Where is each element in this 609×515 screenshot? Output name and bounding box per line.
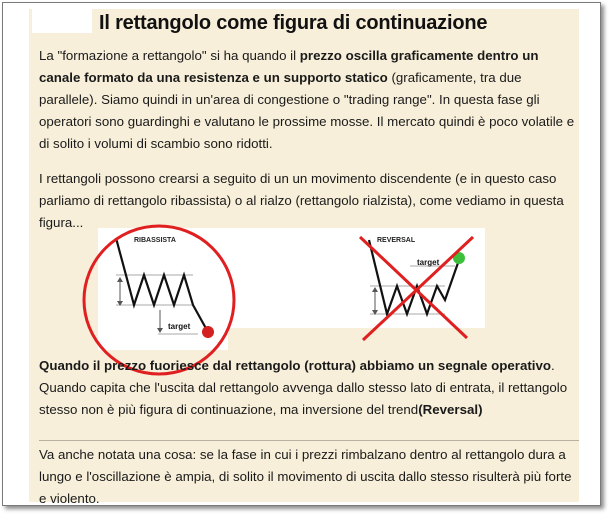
signal-period: . [551,358,555,373]
red-circle [84,226,234,374]
reversal-text: Quando capita che l'uscita dal rettangolo avvenga dallo stesso lato di entrata, il rettangolo stesso non è più figura di continuazione, ma inversione del trend [39,380,568,417]
intro-text-b: (graficamente, tra due parallele). Siamo quindi in un'area di congestione o "trading range". In questa fase gli operatori sono guardinghi e valutano le prossime mosse. Il mercato quindi è poco volatile e di solito i volumi di scambio sono ridotti. [39,70,575,151]
panel-corner [588,494,598,502]
figure-gap [228,228,355,328]
title-decoration [32,9,92,33]
intro-text-a: La "formazione a rettangolo" si ha quando il [39,48,300,63]
figure-reversal-label: REVERSAL [377,237,416,244]
target-label-right: target [417,258,440,267]
cross-line-1 [360,237,467,338]
intro-paragraph [39,45,579,155]
origin-paragraph: I rettangoli possono crearsi a seguito di un un movimento discendente (e in questo caso parliamo di rettangolo ribassista) o al rialzo (rettangolo rialzista), come vediamo in questa figura... [39,171,564,230]
section-divider [39,440,579,441]
figure-ribassista-label: RIBASSISTA [134,237,176,244]
signal-bold: Quando il prezzo fuoriesce dal rettangolo (rottura) abbiamo un segnale operativo [39,358,551,373]
reversal-bold: (Reversal) [418,402,483,417]
cross-line-2 [363,237,473,340]
target-label-left: target [168,322,191,331]
page-title: Il rettangolo come figura di continuazione [99,12,488,34]
highlight-circle [80,218,240,378]
intro-bold: prezzo oscilla graficamente dentro un canale formato da una resistenza e un supporto statico [39,48,539,85]
rejection-cross [355,232,480,342]
note-paragraph: Va anche notata una cosa: se la fase in cui i prezzi rimbalzano dentro al rettangolo dura a lungo e l'oscillazione è ampia, di solito il movimento di uscita dallo stesso risulterà più forte e violento. [39,447,572,506]
signal-paragraph [39,355,579,421]
